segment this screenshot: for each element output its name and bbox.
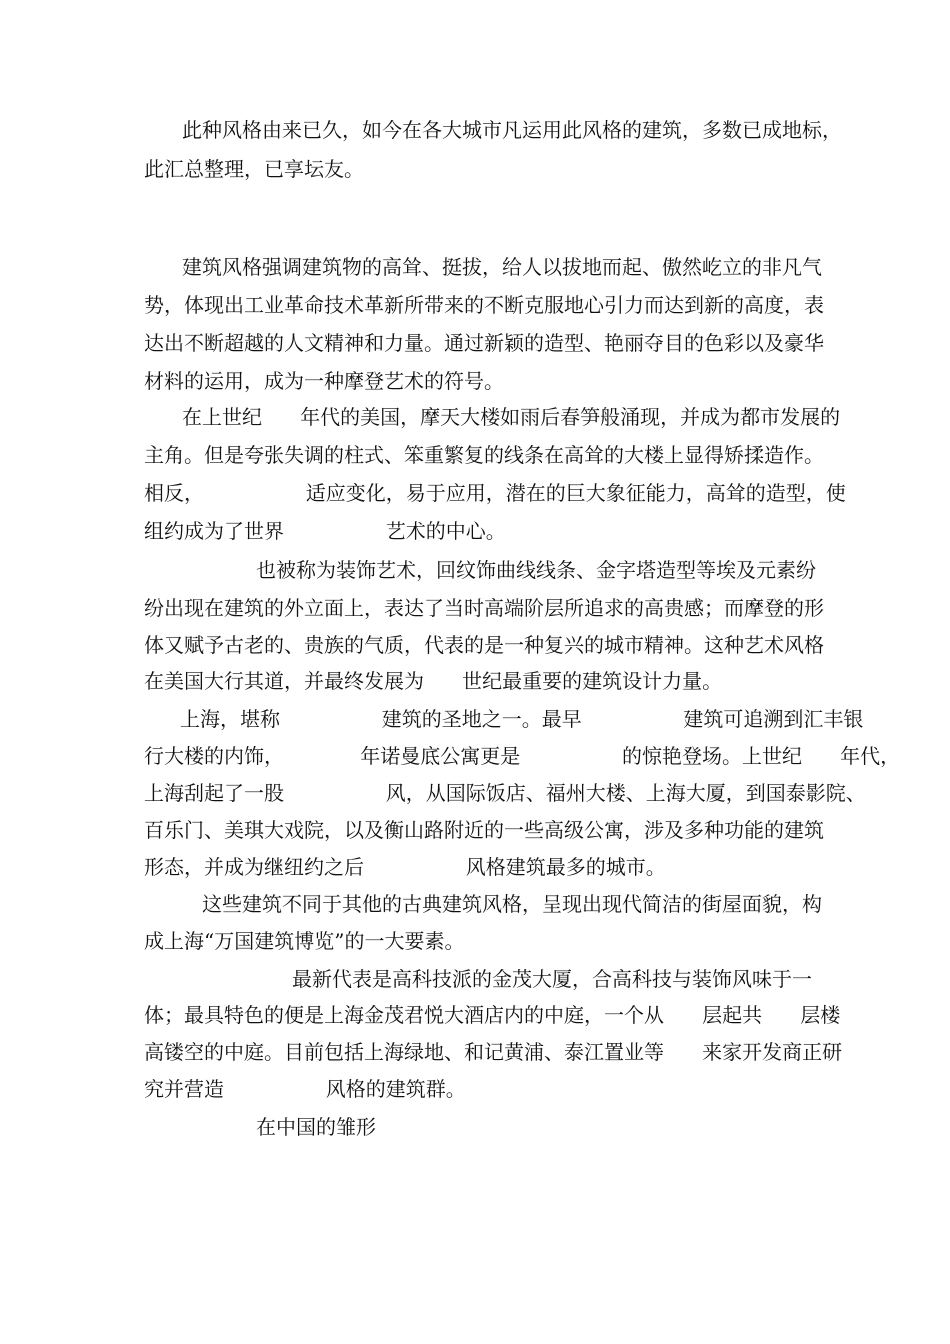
text-line: 上海刮起了一股 风，从国际饭店、福州大楼、上海大厦，到国泰影院、 bbox=[144, 781, 866, 805]
text-line: 究并营造 风格的建筑群。 bbox=[144, 1077, 466, 1101]
text-line: 此种风格由来已久，如今在各大城市凡运用此风格的建筑，多数已成地标， bbox=[182, 118, 842, 142]
text-line: 也被称为装饰艺术，回纹饰曲线线条、金字塔造型等埃及元素纷 bbox=[256, 558, 816, 582]
text-line: 纷出现在建筑的外立面上，表达了当时高端阶层所追求的高贵感；而摩登的形 bbox=[144, 596, 824, 620]
text-line: 在美国大行其道，并最终发展为 世纪最重要的建筑设计力量。 bbox=[144, 669, 723, 693]
text-line: 相反， 适应变化，易于应用，潜在的巨大象征能力，高耸的造型，使 bbox=[144, 481, 846, 505]
text-line: 百乐门、美琪大戏院，以及衡山路附近的一些高级公寓，涉及多种功能的建筑 bbox=[144, 818, 824, 842]
text-line: 这些建筑不同于其他的古典建筑风格，呈现出现代简洁的街屋面貌，构 bbox=[202, 892, 822, 916]
text-line: 成上海“万国建筑博览”的一大要素。 bbox=[144, 929, 465, 953]
text-line: 高镂空的中庭。目前包括上海绿地、和记黄浦、泰江置业等 来家开发商正研 bbox=[144, 1040, 843, 1064]
text-line: 体又赋予古老的、贵族的气质，代表的是一种复兴的城市精神。这种艺术风格 bbox=[144, 633, 824, 657]
text-line: 形态，并成为继纽约之后 风格建筑最多的城市。 bbox=[144, 855, 666, 879]
text-line: 在中国的雏形 bbox=[256, 1115, 376, 1139]
text-line: 此汇总整理，已享坛友。 bbox=[144, 157, 364, 181]
text-line: 在上世纪 年代的美国，摩天大楼如雨后春笋般涌现，并成为都市发展的 bbox=[182, 405, 841, 429]
text-line: 上海，堪称 建筑的圣地之一。最早 建筑可追溯到汇丰银 bbox=[180, 707, 864, 731]
text-line: 行大楼的内饰， 年诺曼底公寓更是 的惊艳登场。上世纪 年代， bbox=[144, 744, 901, 768]
text-line: 建筑风格强调建筑物的高耸、挺拔，给人以拔地而起、傲然屹立的非凡气 bbox=[182, 255, 822, 279]
text-line: 势，体现出工业革命技术革新所带来的不断克服地心引力而达到新的高度，表 bbox=[144, 293, 824, 317]
text-line: 最新代表是高科技派的金茂大厦，合高科技与装饰风味于一 bbox=[292, 967, 812, 991]
text-line: 组约成为了世界 艺术的中心。 bbox=[144, 519, 506, 543]
text-line: 体；最具特色的便是上海金茂君悦大酒店内的中庭，一个从 层起共 层楼 bbox=[144, 1003, 841, 1027]
text-line: 达出不断超越的人文精神和力量。通过新颖的造型、艳丽夺目的色彩以及豪华 bbox=[144, 331, 824, 355]
text-line: 材料的运用，成为一种摩登艺术的符号。 bbox=[144, 369, 504, 393]
text-line: 主角。但是夸张失调的柱式、笨重繁复的线条在高耸的大楼上显得矫揉造作。 bbox=[144, 443, 824, 467]
